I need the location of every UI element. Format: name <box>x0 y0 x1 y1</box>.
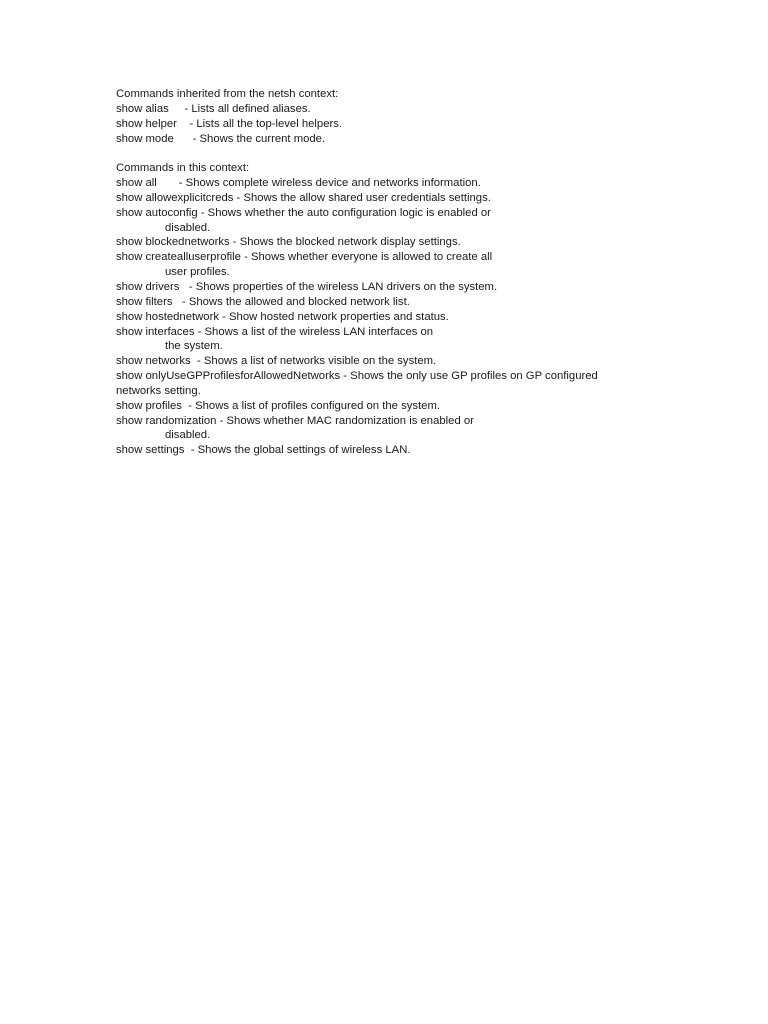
command-show-settings: show settings - Shows the global settings of wireless LAN. <box>116 444 411 457</box>
command-show-networks: show networks - Shows a list of networks visible on the system. <box>116 355 437 368</box>
command-show-allowexplicitcreds: show allowexplicitcreds - Shows the allow shared user credentials settings. <box>116 191 491 204</box>
command-show-interfaces: show interfaces - Shows a list of the wireless LAN interfaces on <box>116 325 434 338</box>
command-show-onlyusegpprofiles: show onlyUseGPProfilesforAllowedNetworks - Shows the only use GP profiles on GP configured <box>116 370 598 383</box>
command-show-helper: show helper - Lists all the top-level helpers. <box>116 117 343 130</box>
command-show-all: show all - Shows complete wireless device and networks information. <box>116 177 481 190</box>
command-continuation: the system. <box>165 340 223 353</box>
command-show-mode: show mode - Shows the current mode. <box>116 132 326 145</box>
command-show-hostednetwork: show hostednetwork - Show hosted network properties and status. <box>116 310 449 323</box>
command-continuation: user profiles. <box>165 266 230 279</box>
command-show-alias: show alias - Lists all defined aliases. <box>116 102 311 115</box>
command-continuation: disabled. <box>165 429 211 442</box>
command-show-drivers: show drivers - Shows properties of the wireless LAN drivers on the system. <box>116 280 498 293</box>
command-continuation-wrapped: networks setting. <box>116 384 201 397</box>
command-show-filters: show filters - Shows the allowed and blocked network list. <box>116 295 410 308</box>
command-show-createalluserprofile: show createalluserprofile - Shows whether everyone is allowed to create all <box>116 251 493 264</box>
command-show-autoconfig: show autoconfig - Shows whether the auto configuration logic is enabled or <box>116 206 491 219</box>
document-page <box>116 87 736 458</box>
command-continuation: disabled. <box>165 221 211 234</box>
blank-line <box>116 146 736 161</box>
section-heading-inherited: Commands inherited from the netsh context: <box>116 88 339 100</box>
command-show-randomization: show randomization - Shows whether MAC randomization is enabled or <box>116 414 474 427</box>
command-show-profiles: show profiles - Shows a list of profiles configured on the system. <box>116 399 440 412</box>
command-show-blockednetworks: show blockednetworks - Shows the blocked network display settings. <box>116 236 461 249</box>
section-heading-context: Commands in this context: <box>116 162 250 175</box>
